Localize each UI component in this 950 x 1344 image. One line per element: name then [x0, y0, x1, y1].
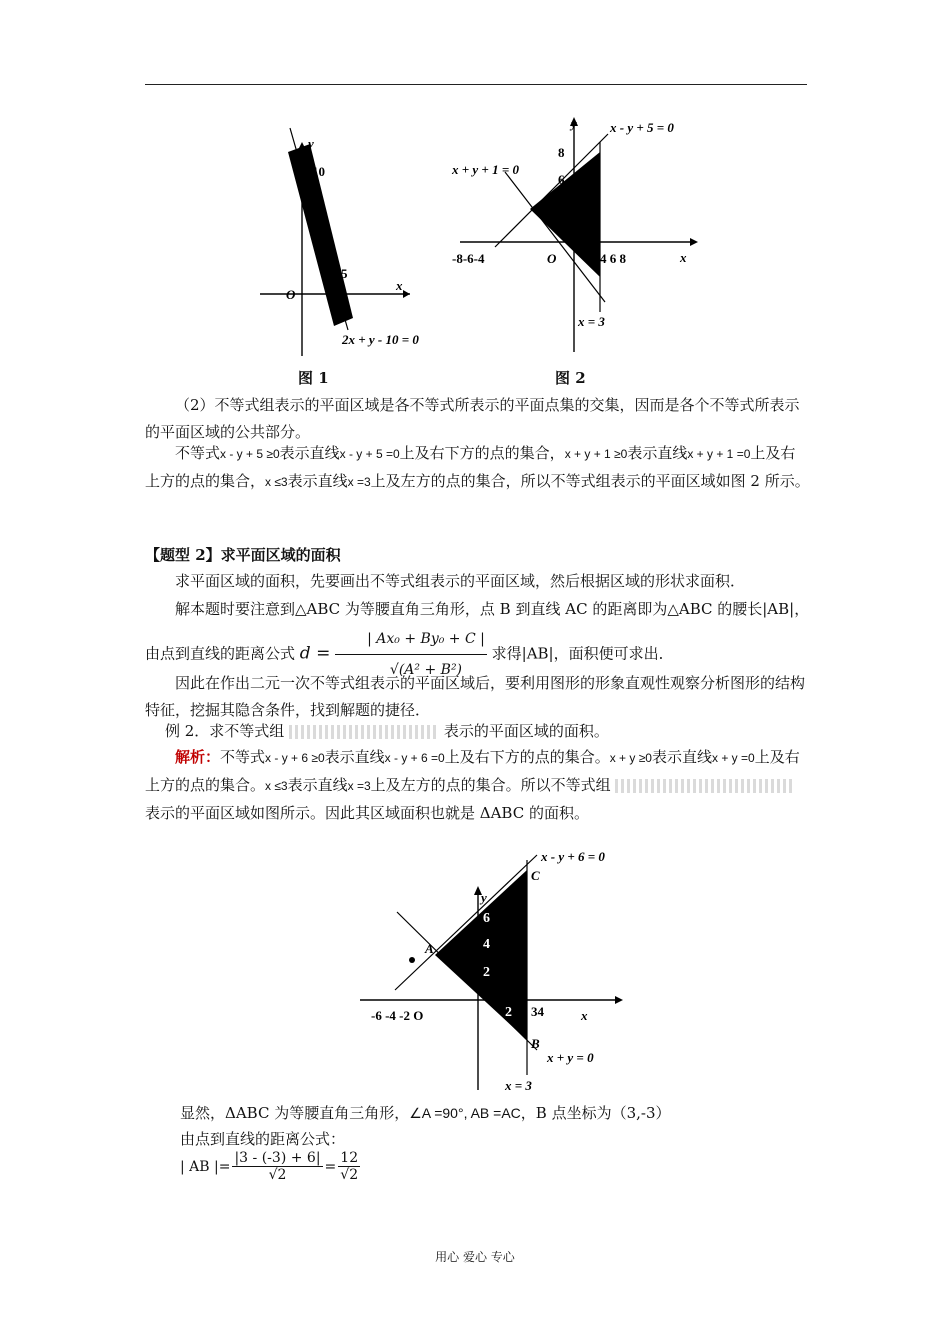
fig3-line3-label: x = 3 — [505, 1078, 532, 1093]
p2-text-b: 表示直线 — [279, 444, 340, 462]
solution — [145, 744, 810, 827]
paragraph-3 — [145, 568, 810, 595]
paragraph-2 — [145, 440, 810, 496]
sol-text-e: 上及右上方的点的集合。 — [145, 748, 800, 794]
p2-line-1: x - y + 5 =0 — [339, 447, 400, 461]
fig2-line2-label: x + y + 1 = 0 — [452, 162, 519, 177]
fig1-tick-10: 10 — [312, 164, 325, 179]
figure-1 — [250, 118, 450, 368]
p5-text: 因此在作出二元一次不等式组表示的平面区域后，要利用图形的形象直观性观察分析图形的结构特征，挖掘其隐含条件，找到解题的捷径． — [145, 674, 806, 719]
fig3-x-label: x — [581, 1008, 588, 1023]
sol-inequality-1: x - y + 6 ≥0 — [265, 751, 325, 765]
sol-text-b: 表示直线 — [324, 748, 385, 766]
p2-text-d: 表示直线 — [627, 444, 688, 462]
distance-formula-numerator: | Ax₀ + By₀ + C | — [335, 624, 487, 655]
p2-inequality-1: x - y + 5 ≥0 — [220, 447, 280, 461]
solution-label: 解析： — [175, 748, 221, 766]
header-rule — [145, 84, 807, 85]
fig3-inside-tick-neg2: 2 — [505, 1005, 512, 1020]
fig3-x-ticks-pos: 34 — [531, 1004, 544, 1019]
conclusion-line-2: 由点到直线的距离公式： — [180, 1130, 346, 1148]
fig2-origin: O — [547, 251, 557, 266]
ab-formula-lhs: | AB |= — [180, 1158, 231, 1175]
sol-text-d: 表示直线 — [651, 748, 712, 766]
p2-text-g: 上及左方的点的集合，所以不等式组表示的平面区域如图 2 所示。 — [370, 472, 810, 490]
page-footer: 用心 爱心 专心 — [435, 1250, 515, 1264]
p2-text-a: 不等式 — [175, 444, 221, 462]
garbled-inequality-system-1 — [289, 725, 439, 739]
sol-line-2: x + y =0 — [712, 751, 755, 765]
p2-inequality-2: x + y + 1 ≥0 — [564, 447, 628, 461]
conclusion-text-a: 显然，ΔABC 为等腰直角三角形， — [180, 1104, 410, 1122]
ab-formula — [180, 1150, 360, 1183]
ab-fraction-2 — [338, 1150, 360, 1183]
sol-text-h: 表示的平面区域如图所示。因此其区域面积也就是 ΔABC 的面积。 — [145, 804, 589, 822]
distance-formula-denominator: √(A² + B²) — [389, 662, 463, 678]
fig3-x-ticks-neg: -6 -4 -2 O — [371, 1008, 424, 1023]
fig1-caption: 图 1 — [298, 369, 329, 387]
section-heading: 【题型 2】求平面区域的面积 — [145, 546, 341, 564]
p2-inequality-3: x ≤3 — [265, 475, 288, 489]
fig1-line-label: 2x + y - 10 = 0 — [342, 332, 419, 347]
paragraph-1-text: （2）不等式组表示的平面区域是各不等式所表示的平面点集的交集，因而是各个不等式所表示的平面区域的公共部分。 — [145, 396, 800, 441]
fig2-y-label: y — [571, 116, 577, 131]
fig3-y-label: y — [481, 890, 487, 905]
ab-fraction-1-denominator: √2 — [268, 1167, 287, 1183]
example-2-text-b: 表示的平面区域的面积。 — [443, 722, 609, 740]
figure-3 — [355, 850, 635, 1095]
fig3-inside-tick-4: 4 — [483, 937, 490, 952]
fig1-y-label: y — [308, 136, 314, 151]
sol-text-g: 上及左方的点的集合。所以不等式组 — [370, 776, 611, 794]
paragraph-1 — [145, 392, 810, 446]
sol-text-c: 上及右下方的点的集合。 — [444, 748, 610, 766]
p2-text-e: 上及右上方的点的集合， — [145, 444, 796, 490]
sol-line-1: x - y + 6 =0 — [384, 751, 445, 765]
fig3-line2-label: x + y = 0 — [547, 1050, 594, 1065]
sol-line-3: x =3 — [347, 779, 371, 793]
fig2-y-tick-8: 8 — [558, 145, 565, 160]
fig1-tick-5: 5 — [341, 266, 348, 281]
fig3-line1-label: x - y + 6 = 0 — [541, 850, 605, 864]
fig3-point-b: B — [531, 1036, 540, 1051]
fig1-origin: O — [286, 287, 296, 302]
fig3-inside-tick-2: 2 — [483, 965, 490, 980]
figure-2 — [450, 112, 710, 357]
p2-line-3: x =3 — [347, 475, 371, 489]
fig1-x-label: x — [396, 278, 403, 293]
fig2-caption: 图 2 — [555, 369, 586, 387]
ab-fraction-2-denominator: √2 — [340, 1167, 359, 1183]
p3-text: 求平面区域的面积，先要画出不等式组表示的平面区域，然后根据区域的形状求面积． — [175, 572, 746, 590]
fig3-inside-tick-6: 6 — [483, 911, 490, 926]
paragraph-5 — [145, 670, 810, 724]
ab-fraction-1 — [232, 1150, 322, 1183]
garbled-inequality-system-2 — [615, 779, 795, 793]
fig2-y-tick-6: 6 — [558, 172, 565, 187]
conclusion-line-1 — [180, 1100, 845, 1127]
sol-text-f: 表示直线 — [287, 776, 348, 794]
fig3-point-c: C — [531, 868, 540, 883]
example-2-text-a: 例 2．求不等式组 — [165, 722, 285, 740]
distance-formula-lhs: d = — [299, 643, 331, 664]
example-2 — [165, 718, 830, 745]
fig3-point-a: A — [425, 941, 434, 956]
ab-fraction-2-numerator: 12 — [340, 1150, 359, 1166]
p4-text-a: 解本题时要注意到△ABC 为等腰直角三角形，点 B 到直线 AC 的距离即为△ABC 的腰长|AB|，由点到直线的距离公式 — [145, 600, 810, 663]
fig2-line3-label: x = 3 — [578, 314, 605, 329]
ab-equals: = — [324, 1158, 337, 1175]
p2-text-c: 上及右下方的点的集合， — [399, 444, 565, 462]
p2-line-2: x + y + 1 =0 — [687, 447, 751, 461]
fig2-x-label: x — [680, 250, 687, 265]
fig2-x-ticks-neg: -8-6-4 — [452, 251, 485, 266]
p2-text-f: 表示直线 — [287, 472, 348, 490]
ab-fraction-1-numerator: |3 - (-3) + 6| — [234, 1150, 321, 1166]
fig2-x-ticks-pos: 4 6 8 — [600, 251, 626, 266]
sol-inequality-3: x ≤3 — [265, 779, 288, 793]
fig2-line1-label: x - y + 5 = 0 — [610, 120, 674, 135]
p4-text-b: 求得|AB|，面积便可求出． — [491, 644, 674, 663]
sol-text-a: 不等式 — [220, 748, 266, 766]
conclusion-text-c: ，B 点坐标为（3,-3） — [520, 1104, 671, 1122]
conclusion-angle: ∠A =90°, AB =AC — [409, 1105, 521, 1121]
sol-inequality-2: x + y ≥0 — [609, 751, 652, 765]
